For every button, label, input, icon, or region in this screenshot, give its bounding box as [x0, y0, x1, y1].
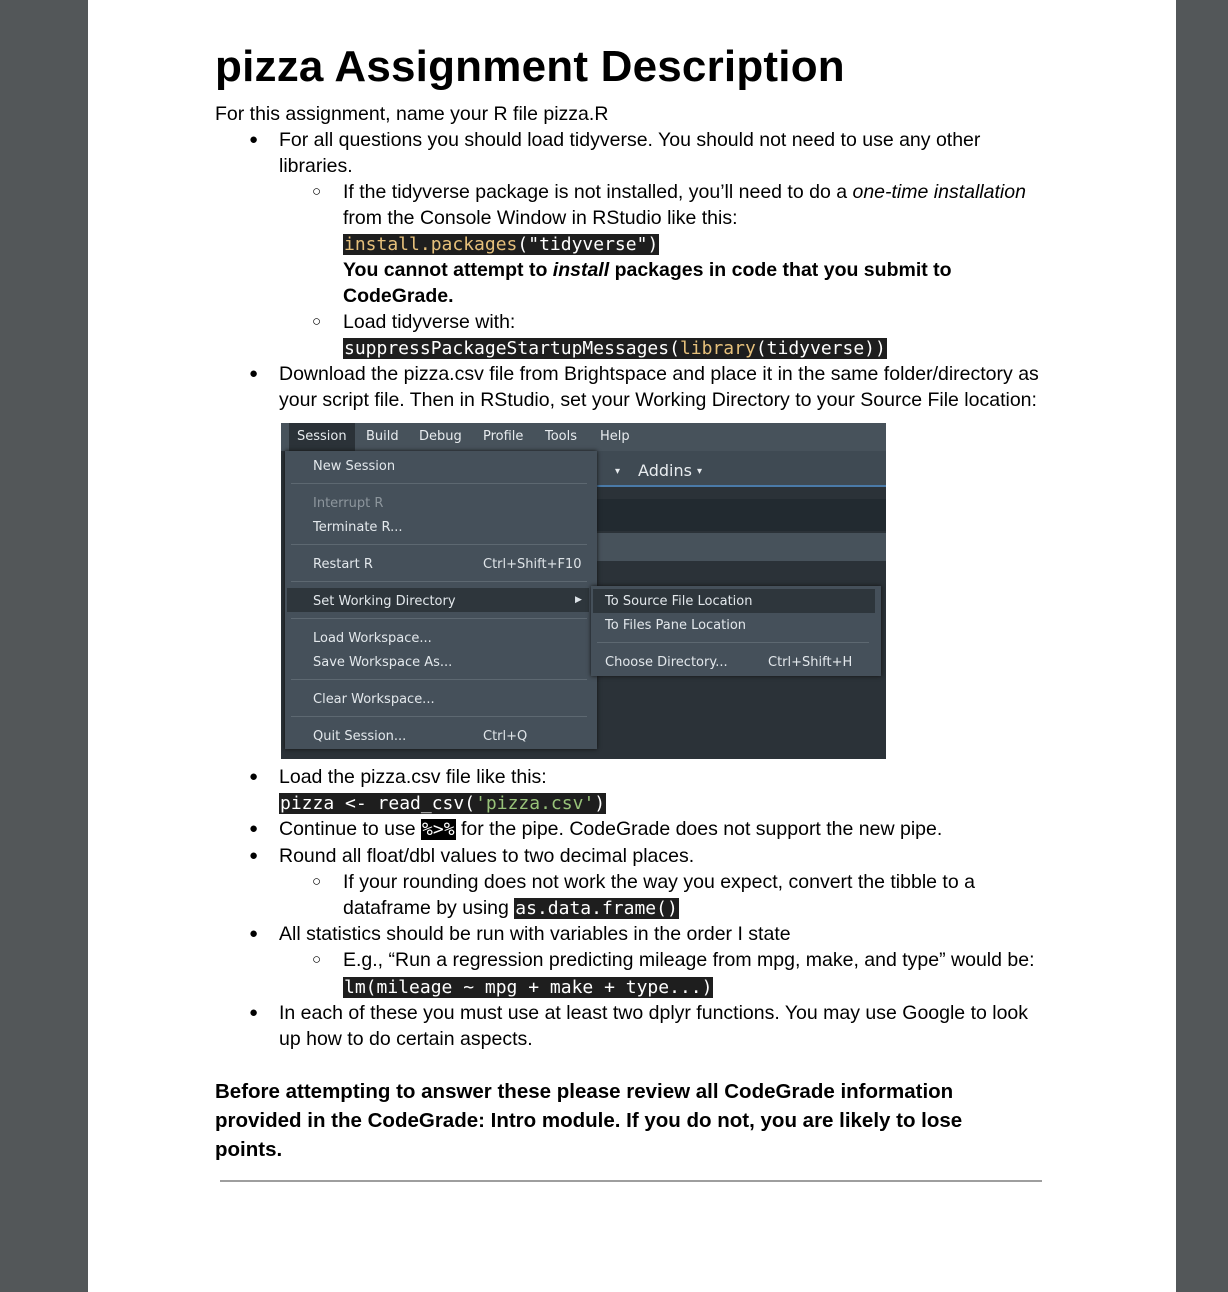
b1-line1: For all questions you should load tidyverse. You should not need to use any other	[279, 129, 981, 151]
addins-menu: ▾ Addins ▾	[615, 461, 703, 480]
bullet-dot: ●	[249, 820, 259, 837]
menu-session: Session	[289, 423, 355, 451]
lm-code: lm(mileage ~ mpg + make + type...)	[344, 977, 713, 998]
bullet-dot: ●	[249, 925, 259, 942]
b1-line2: libraries.	[279, 155, 353, 177]
sub-bullet-circle: ○	[312, 313, 322, 330]
bullet-dot: ●	[249, 131, 259, 148]
submenu-item-to-source: To Source File Location	[605, 594, 753, 609]
wd-submenu	[591, 586, 881, 676]
b4-line: Continue to use %>% for the pipe. CodeGrade does not support the new pipe.	[279, 818, 943, 840]
read-csv-code: pizza <- read_csv('pizza.csv')	[280, 793, 606, 814]
session-dropdown	[285, 451, 597, 749]
rstudio-pane-tabs	[591, 533, 886, 561]
horizontal-rule	[220, 1180, 1042, 1182]
menu-item-interrupt: Interrupt R	[313, 496, 384, 511]
sub-bullet-circle: ○	[312, 183, 322, 200]
menu-separator	[291, 483, 587, 484]
submenu-item-to-files: To Files Pane Location	[605, 618, 747, 633]
sub-bullet-circle: ○	[312, 873, 322, 890]
menu-separator	[291, 544, 587, 545]
chevron-down-icon: ▾	[615, 466, 621, 477]
menu-item-terminate: Terminate R...	[313, 520, 403, 535]
sub-bullet-circle: ○	[312, 951, 322, 968]
menu-item-restart: Restart R	[313, 557, 373, 572]
menu-item-new-session: New Session	[313, 459, 396, 474]
b7-line1: In each of these you must use at least two dplyr functions. You may use Google to look	[279, 1002, 1029, 1024]
b5-sub-line2: dataframe by using as.data.frame()	[343, 897, 678, 919]
rstudio-screenshot	[281, 423, 886, 759]
library-code: suppressPackageStartupMessages(library(tidyverse))	[344, 338, 886, 359]
final-note: Before attempting to answer these please review all CodeGrade information provided in the CodeGrade: Intro module. If you do not, you are likely to lose points.	[215, 1080, 963, 1161]
b1-sub1-line2: from the Console Window in RStudio like this:	[343, 207, 738, 229]
menu-item-load-ws: Load Workspace...	[313, 631, 432, 646]
b1-sub1-line1: If the tidyverse package is not installed, you’ll need to do a one-time installation	[343, 181, 1026, 203]
b2-line1: Download the pizza.csv file from Brightspace and place it in the same folder/directory as	[279, 363, 1039, 385]
bullet-dot: ●	[249, 847, 259, 864]
menu-tools: Tools	[545, 429, 578, 444]
menu-separator	[291, 581, 587, 582]
menu-profile: Profile	[483, 429, 524, 444]
install-warning: You cannot attempt to install packages in code that you submit to	[343, 259, 952, 281]
page-title: pizza Assignment Description	[215, 42, 845, 91]
menu-item-save-ws: Save Workspace As...	[313, 655, 453, 670]
quit-shortcut: Ctrl+Q	[483, 729, 528, 744]
rstudio-pane-header	[591, 499, 886, 531]
b5-sub-line1: If your rounding does not work the way you expect, convert the tibble to a	[343, 871, 975, 893]
menu-separator	[291, 618, 587, 619]
chevron-down-icon: ▾	[697, 466, 703, 477]
bullet-dot: ●	[249, 768, 259, 785]
b6-sub-line1: E.g., “Run a regression predicting mileage from mpg, make, and type” would be:	[343, 949, 1035, 971]
submenu-item-choose: Choose Directory...	[605, 655, 728, 670]
bullet-dot: ●	[249, 1004, 259, 1021]
rstudio-menubar	[281, 423, 886, 451]
menu-debug: Debug	[419, 429, 462, 444]
chevron-right-icon: ▶	[575, 595, 582, 605]
menu-help: Help	[600, 429, 630, 444]
install-code: install.packages("tidyverse")	[344, 234, 659, 255]
b2-line2: your script file. Then in RStudio, set your Working Directory to your Source File location:	[279, 389, 1037, 411]
choose-shortcut: Ctrl+Shift+H	[768, 655, 853, 670]
menu-item-quit: Quit Session...	[313, 729, 407, 744]
b6-line1: All statistics should be run with variables in the order I state	[279, 923, 791, 945]
menu-separator	[291, 716, 587, 717]
restart-shortcut: Ctrl+Shift+F10	[483, 557, 582, 572]
intro-text: For this assignment, name your R file pizza.R	[215, 103, 609, 125]
b3-line1: Load the pizza.csv file like this:	[279, 766, 547, 788]
install-warning-line2: CodeGrade.	[343, 285, 454, 307]
bullet-dot: ●	[249, 365, 259, 382]
b1-sub2-line1: Load tidyverse with:	[343, 311, 516, 333]
b5-line1: Round all float/dbl values to two decimal places.	[279, 845, 695, 867]
menu-separator	[291, 679, 587, 680]
menu-item-set-wd: Set Working Directory	[313, 594, 456, 609]
menu-item-clear-ws: Clear Workspace...	[313, 692, 435, 707]
menu-separator	[597, 642, 869, 643]
b7-line2: up how to do certain aspects.	[279, 1028, 533, 1050]
menu-build: Build	[366, 429, 399, 444]
document-page	[88, 0, 1176, 1292]
